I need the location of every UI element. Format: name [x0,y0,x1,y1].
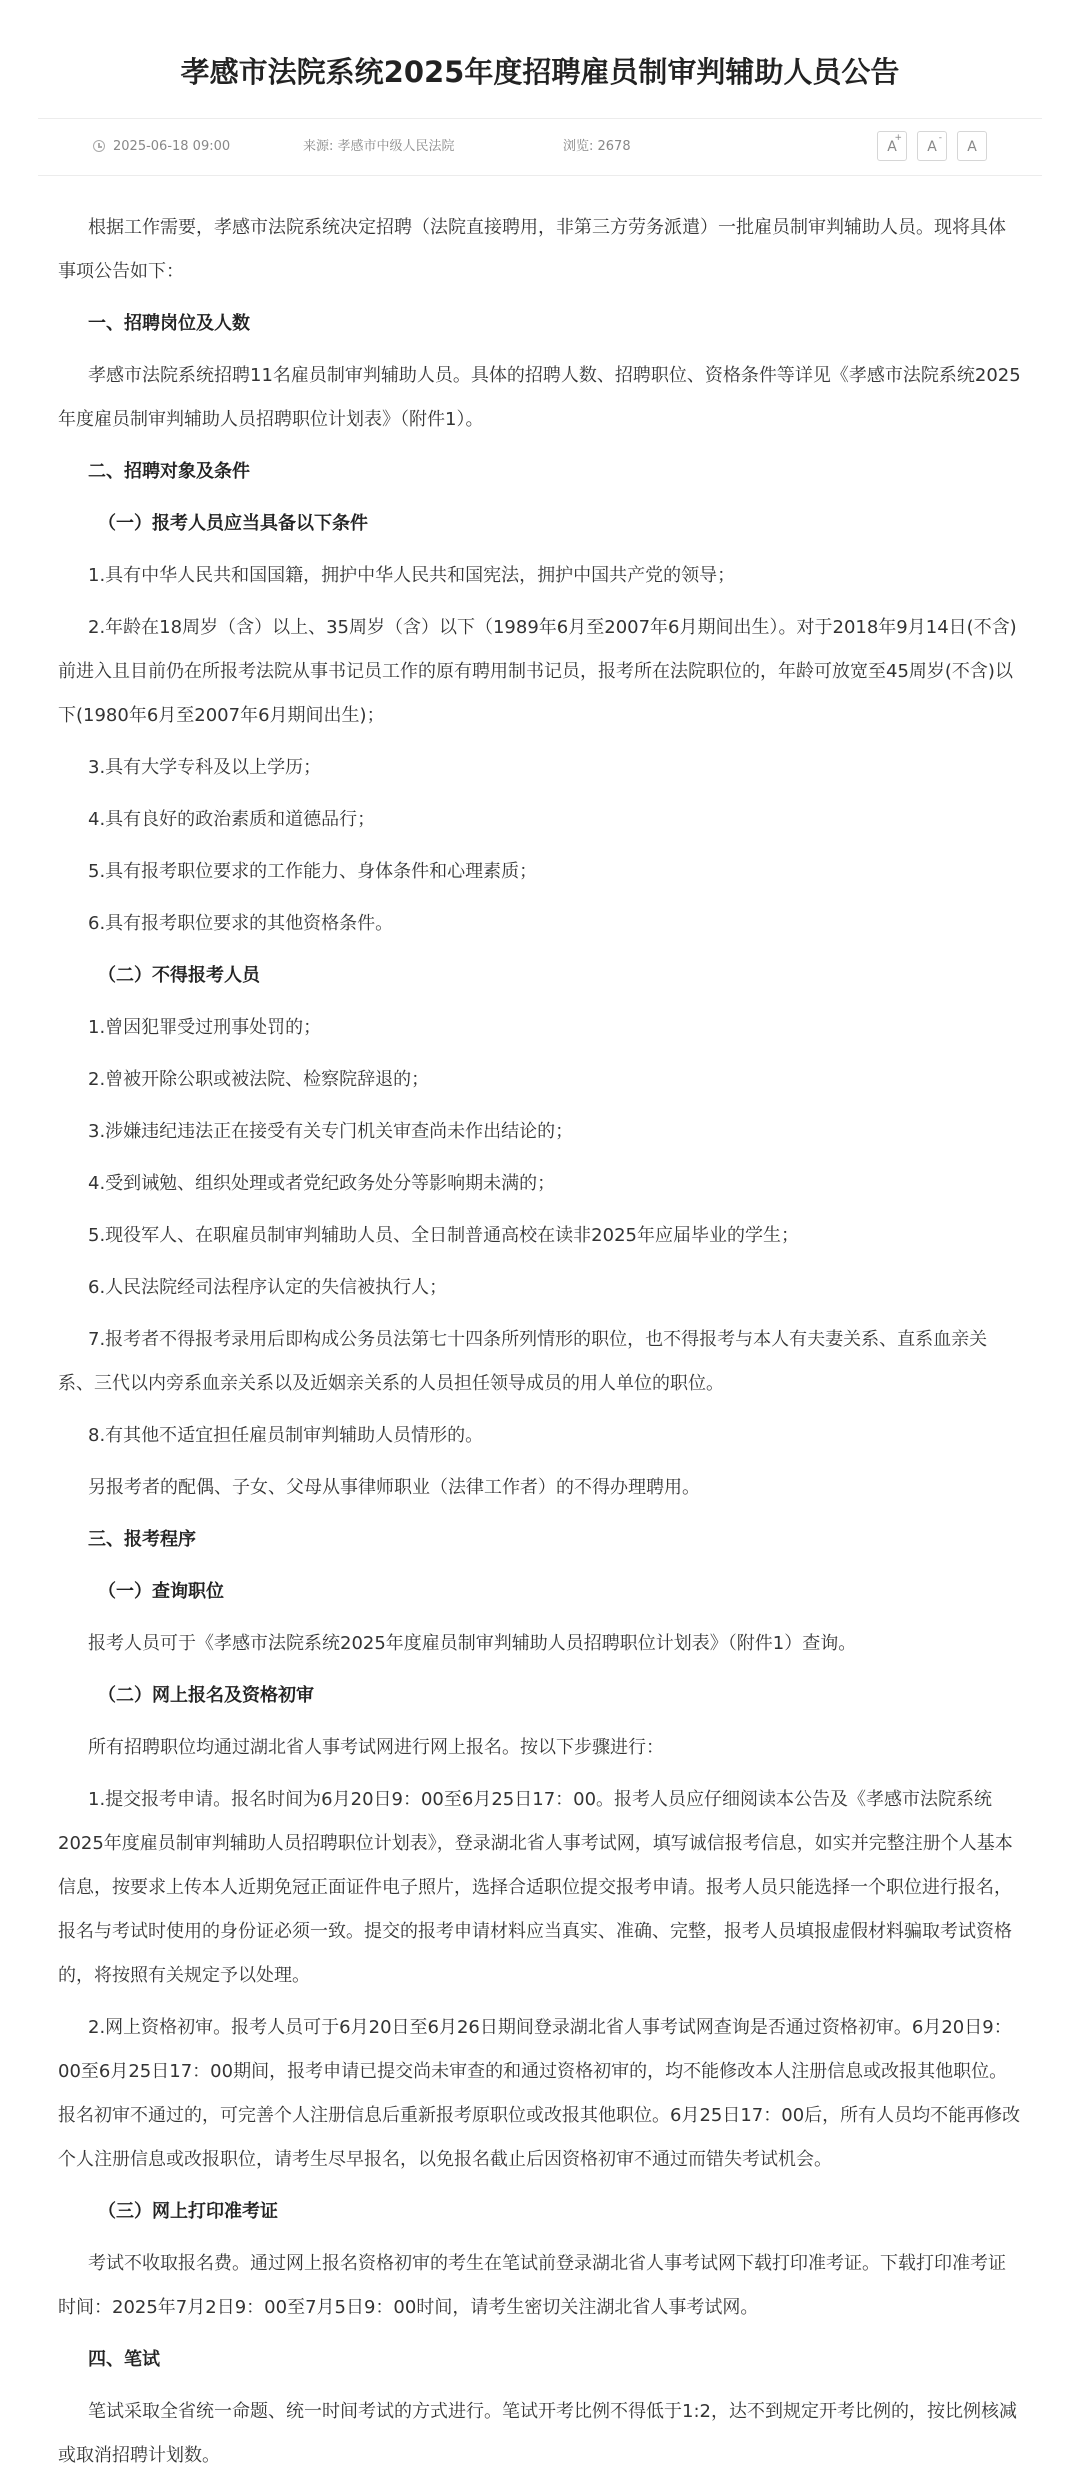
article-paragraph: 考试不收取报名费。通过网上报名资格初审的考生在笔试前登录湖北省人事考试网下载打印准考证。下载打印准考证时间：2025年7月2日9：00至7月5日9：00时间，请考生密切关注湖北省人事考试网。 [58,2253,1006,2318]
article-paragraph: 3.具有大学专科及以上学历； [88,757,322,778]
font-decrease-label: A [927,139,937,155]
article-paragraph: 笔试采取全省统一命题、统一时间考试的方式进行。笔试开考比例不得低于1:2，达不到规定开考比例的，按比例核减或取消招聘计划数。 [58,2401,1017,2466]
article-paragraph: 4.受到诫勉、组织处理或者党纪政务处分等影响期未满的； [88,1173,556,1194]
section-heading: 一、招聘岗位及人数 [88,313,250,334]
clock-icon [93,140,105,152]
font-increase-button[interactable] [877,131,907,161]
article-paragraph: 8.有其他不适宜担任雇员制审判辅助人员情形的。 [88,1425,484,1446]
font-increase-label: A [887,139,897,155]
publish-date [93,119,230,175]
article-paragraph: 报考人员可于《孝感市法院系统2025年度雇员制审判辅助人员招聘职位计划表》（附件1）查询。 [88,1633,857,1654]
subsection-heading: （一）报考人员应当具备以下条件 [98,513,368,534]
font-reset-label: A [967,139,977,155]
article-paragraph: 4.具有良好的政治素质和道德品行； [88,809,376,830]
article-meta-bar [38,118,1042,176]
article-paragraph: 所有招聘职位均通过湖北省人事考试网进行网上报名。按以下步骤进行： [88,1737,664,1758]
font-increase-sup: + [894,133,902,143]
article-paragraph: 根据工作需要，孝感市法院系统决定招聘（法院直接聘用，非第三方劳务派遣）一批雇员制审判辅助人员。现将具体事项公告如下： [58,217,1006,282]
subsection-heading: （一）查询职位 [98,1581,224,1602]
subsection-heading: （二）不得报考人员 [98,965,260,986]
article-paragraph: 5.具有报考职位要求的工作能力、身体条件和心理素质； [88,861,538,882]
article-paragraph: 2.网上资格初审。报考人员可于6月20日至6月26日期间登录湖北省人事考试网查询是否通过资格初审。6月20日9：00至6月25日17：00期间，报考申请已提交尚未审查的和通过资格初审的，均不能修改本人注册信息或改报其他职位。报名初审不通过的，可完善个人注册信息后重新报考原职位或改报其他职位。6月25日17：00后，所有人员均不能再修改个人注册信息或改报职位，请考生尽早报名，以免报名截止后因资格初审不通过而错失考试机会。 [58,2017,1021,2170]
font-reset-button[interactable] [957,131,987,161]
section-heading: 二、招聘对象及条件 [88,461,250,482]
article-paragraph: 2.曾被开除公职或被法院、检察院辞退的； [88,1069,430,1090]
article-paragraph: 7.报考者不得报考录用后即构成公务员法第七十四条所列情形的职位，也不得报考与本人有夫妻关系、直系血亲关系、三代以内旁系血亲关系以及近姻亲关系的人员担任领导成员的用人单位的职位。 [58,1329,988,1394]
article-paragraph: 3.涉嫌违纪违法正在接受有关专门机关审查尚未作出结论的； [88,1121,574,1142]
subsection-heading: （三）网上打印准考证 [98,2201,278,2222]
article-paragraph: 6.人民法院经司法程序认定的失信被执行人； [88,1277,448,1298]
view-count: 浏览: 2678 [563,139,631,154]
article-paragraph: 1.提交报考申请。报名时间为6月20日9：00至6月25日17：00。报考人员应仔细阅读本公告及《孝感市法院系统2025年度雇员制审判辅助人员招聘职位计划表》，登录湖北省人事考试网，填写诚信报考信息，如实并完整注册个人基本信息，按要求上传本人近期免冠正面证件电子照片，选择合适职位提交报考申请。报考人员只能选择一个职位进行报名，报名与考试时使用的身份证必须一致。提交的报考申请材料应当真实、准确、完整，报考人员填报虚假材料骗取考试资格的，将按照有关规定予以处理。 [58,1789,1013,1986]
article-paragraph: 孝感市法院系统招聘11名雇员制审判辅助人员。具体的招聘人数、招聘职位、资格条件等详见《孝感市法院系统2025年度雇员制审判辅助人员招聘职位计划表》（附件1）。 [58,365,1021,430]
article-title: 孝感市法院系统2025年度招聘雇员制审判辅助人员公告 [180,55,900,89]
publish-date-text: 2025-06-18 09:00 [113,139,231,154]
font-size-controls [867,131,987,163]
article-source: 来源: 孝感市中级人民法院 [303,139,455,154]
article-paragraph: 另报考者的配偶、子女、父母从事律师职业（法律工作者）的不得办理聘用。 [88,1477,700,1498]
font-decrease-button[interactable] [917,131,947,161]
article-paragraph: 1.曾因犯罪受过刑事处罚的； [88,1017,322,1038]
article-paragraph: 1.具有中华人民共和国国籍，拥护中华人民共和国宪法，拥护中国共产党的领导； [88,565,736,586]
article-paragraph: 5.现役军人、在职雇员制审判辅助人员、全日制普通高校在读非2025年应届毕业的学生； [88,1225,799,1246]
article-paragraph: 2.年龄在18周岁（含）以上、35周岁（含）以下（1989年6月至2007年6月期间出生）。对于2018年9月14日(不含)前进入且目前仍在所报考法院从事书记员工作的原有聘用制书记员，报考所在法院职位的，年龄可放宽至45周岁(不含)以下(1980年6月至2007年6月期间出生)； [58,617,1017,726]
font-decrease-sup: - [938,133,942,143]
section-heading: 四、笔试 [88,2349,160,2370]
subsection-heading: （二）网上报名及资格初审 [98,1685,314,1706]
article-content [58,206,1022,2478]
section-heading: 三、报考程序 [88,1529,196,1550]
article-paragraph: 6.具有报考职位要求的其他资格条件。 [88,913,394,934]
